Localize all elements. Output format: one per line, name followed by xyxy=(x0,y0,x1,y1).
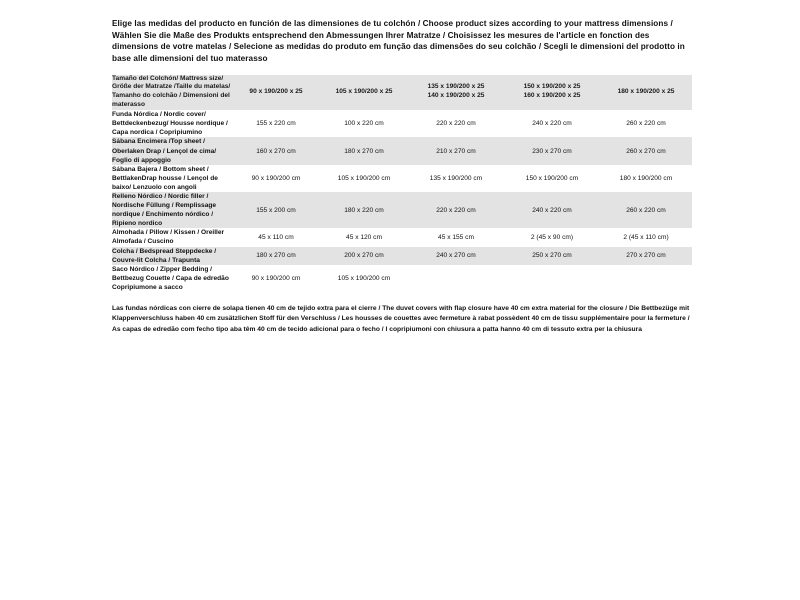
row-value: 210 x 270 cm xyxy=(408,137,504,164)
header-col-4 xyxy=(504,75,600,111)
header-label-cell: Tamaño del Colchón/ Mattress size/ Größe der Matratze /Taille du matelas/ Tamanho do colchão / Dimensioni del materasso xyxy=(112,74,231,109)
row-value: 105 x 190/200 cm xyxy=(320,265,408,292)
row-value: 105 x 190/200 cm xyxy=(320,165,408,192)
header-col-1 xyxy=(232,75,320,111)
row-value: 90 x 190/200 cm xyxy=(232,165,320,192)
row-value: 260 x 270 cm xyxy=(600,137,692,164)
row-value: 45 x 120 cm xyxy=(320,228,408,246)
footnote-paragraph: Las fundas nórdicas con cierre de solapa tienen 40 cm de tejido extra para el cierre / The duvet covers with flap closure have 40 cm extra material for the closure / Die Bettbezüge mit Klappenverschluss haben 40 cm zusätzlichen Stoff für den Verschluss / Les housses de couettes avec fermeture à rabat possèdent 40 cm de tissu supplémentaire pour la fermeture / As capas de edredão com fecho tipo aba têm 40 cm de tecido adicional para o fecho / I copripiumoni con chiusura a patta hanno 40 cm di tessuto extra per la chiusura xyxy=(112,305,690,333)
row-value: 220 x 220 cm xyxy=(408,192,504,228)
row-value xyxy=(504,265,600,292)
product-sizes-table xyxy=(112,75,692,292)
header-col-5 xyxy=(600,75,692,111)
row-value: 180 x 270 cm xyxy=(232,247,320,265)
row-value xyxy=(600,265,692,292)
row-value: 90 x 190/200 cm xyxy=(232,265,320,292)
table-row xyxy=(112,247,692,265)
header-col-1-line-1: 90 x 190/200 x 25 xyxy=(249,87,303,95)
row-value: 155 x 200 cm xyxy=(232,192,320,228)
row-label: Sábana Encimera /Top sheet / Oberlaken Drap / Lençol de cima/ Foglio di appoggio xyxy=(112,137,232,164)
row-value: 260 x 220 cm xyxy=(600,192,692,228)
row-value: 45 x 110 cm xyxy=(232,228,320,246)
row-value: 180 x 220 cm xyxy=(320,192,408,228)
row-value: 240 x 220 cm xyxy=(504,192,600,228)
row-label: Saco Nórdico / Zipper Bedding / Bettbezug Couette / Capa de edredão Copripiumone a sacco xyxy=(112,265,232,292)
row-value: 270 x 270 cm xyxy=(600,247,692,265)
table-row xyxy=(112,192,692,228)
table-row xyxy=(112,165,692,192)
row-value: 135 x 190/200 cm xyxy=(408,165,504,192)
row-value: 230 x 270 cm xyxy=(504,137,600,164)
row-label: Sábana Bajera / Bottom sheet / BettlakenDrap housse / Lençol de baixo/ Lenzuolo con angoli xyxy=(112,165,232,192)
row-value: 240 x 220 cm xyxy=(504,110,600,137)
table-row xyxy=(112,228,692,246)
row-value: 2 (45 x 90 cm) xyxy=(504,228,600,246)
row-label: Almohada / Pillow / Kissen / Oreiller Almofada / Cuscino xyxy=(112,228,232,246)
row-label: Colcha / Bedspread Steppdecke / Couvre-lit Colcha / Trapunta xyxy=(112,247,232,265)
table-row xyxy=(112,265,692,292)
row-label: Funda Nórdica / Nordic cover/ Bettdeckenbezug/ Housse nordique / Capa nordica / Copripiumino xyxy=(112,110,232,137)
header-col-4-line-1: 150 x 190/200 x 25 xyxy=(523,83,581,91)
header-col-4-line-2: 160 x 190/200 x 25 xyxy=(523,92,581,100)
row-label: Relleno Nórdico / Nordic filler / Nordische Füllung / Remplissage nordique / Enchimento nórdico / Ripieno nordico xyxy=(112,192,232,228)
row-value: 240 x 270 cm xyxy=(408,247,504,265)
row-value: 250 x 270 cm xyxy=(504,247,600,265)
row-value: 180 x 190/200 cm xyxy=(600,165,692,192)
header-col-2 xyxy=(320,75,408,111)
table-row xyxy=(112,110,692,137)
intro-paragraph: Elige las medidas del producto en función de las dimensiones de tu colchón / Choose product sizes according to your mattress dimensions / Wählen Sie die Maße des Produkts entsprechend den Abmessungen Ihrer Matratze / Choisissez les mesures de l'article en fonction des dimensions de votre matelas / Selecione as medidas do produto em função das dimensões do seu colchão / Scegli le dimensioni del prodotto in base alle dimensioni del tuo materasso xyxy=(112,19,685,63)
row-value: 150 x 190/200 cm xyxy=(504,165,600,192)
table-header-row xyxy=(112,75,692,111)
document-content xyxy=(112,18,692,342)
row-value: 180 x 270 cm xyxy=(320,137,408,164)
row-value: 220 x 220 cm xyxy=(408,110,504,137)
header-col-3-line-2: 140 x 190/200 x 25 xyxy=(427,92,485,100)
table-row xyxy=(112,137,692,164)
row-value: 2 (45 x 110 cm) xyxy=(600,228,692,246)
row-value: 200 x 270 cm xyxy=(320,247,408,265)
row-value: 155 x 220 cm xyxy=(232,110,320,137)
row-value: 160 x 270 cm xyxy=(232,137,320,164)
header-col-5-line-1: 180 x 190/200 x 25 xyxy=(617,87,675,95)
header-col-3 xyxy=(408,75,504,111)
row-value: 100 x 220 cm xyxy=(320,110,408,137)
header-col-3-line-1: 135 x 190/200 x 25 xyxy=(427,83,485,91)
header-col-2-line-1: 105 x 190/200 x 25 xyxy=(335,87,393,95)
row-value: 260 x 220 cm xyxy=(600,110,692,137)
row-value: 45 x 155 cm xyxy=(408,228,504,246)
row-value xyxy=(408,265,504,292)
